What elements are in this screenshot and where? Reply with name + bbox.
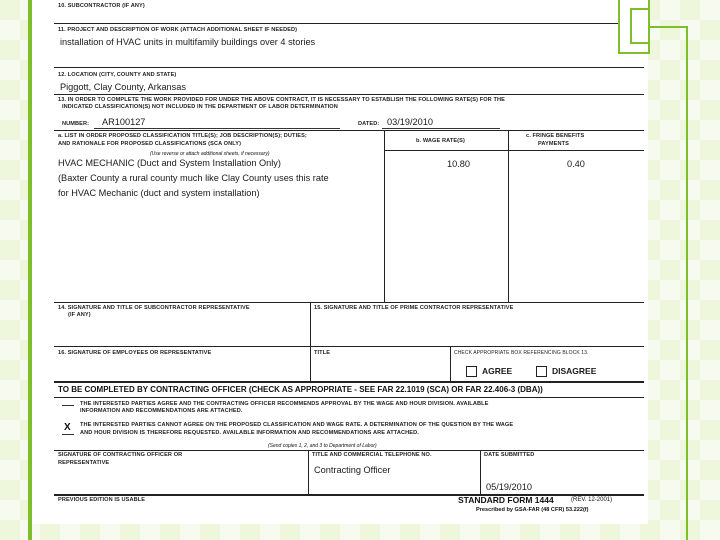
subcontractor-signature-label-line2: (IF ANY) [68, 312, 91, 318]
copies-note: (Send copies 1, 2, and 3 to Department of Labor) [268, 443, 377, 449]
column-divider [480, 450, 481, 494]
option2-x-mark[interactable]: X [64, 422, 71, 433]
option2-text-line2: AND HOUR DIVISION IS THEREFORE REQUESTED. AVAILABLE INFORMATION AND RECOMMENDATIONS ARE ATTACHED. [80, 430, 419, 436]
option1-text-line1: THE INTERESTED PARTIES AGREE AND THE CONTRACTING OFFICER RECOMMENDS APPROVAL BY THE WAGE AND HOUR DIVISION. AVAILABLE [80, 401, 489, 407]
dated-underline [382, 128, 500, 129]
col-a-note: (Use reverse or attach additional sheets, if necessary) [150, 151, 270, 157]
column-divider [384, 130, 385, 302]
column-divider [508, 130, 509, 302]
classification-line2: (Baxter County a rural county much like Clay County uses this rate [58, 173, 329, 183]
column-divider [310, 302, 311, 346]
decorative-frame [630, 8, 650, 44]
project-value: installation of HVAC units in multifamily buildings over 4 stories [60, 37, 316, 47]
officer-section-heading: TO BE COMPLETED BY CONTRACTING OFFICER (CHECK AS APPROPRIATE - SEE FAR 22.1019 (SCA) OR FAR 22.406-3 (DBA)) [58, 385, 543, 394]
number-label: NUMBER: [62, 121, 90, 127]
column-divider [308, 450, 309, 494]
agree-checkbox[interactable] [466, 366, 477, 377]
classification-line3: for HVAC Mechanic (duct and system installation) [58, 188, 260, 198]
subcontractor-label: 10. SUBCONTRACTOR (IF ANY) [58, 3, 145, 9]
divider [384, 150, 644, 151]
officer-signature-label-line1: SIGNATURE OF CONTRACTING OFFICER OR [58, 452, 183, 458]
agree-label: AGREE [482, 366, 513, 376]
number-underline [94, 128, 340, 129]
option1-text-line2: INFORMATION AND RECOMMENDATIONS ARE ATTACHED. [80, 408, 243, 414]
dated-value: 03/19/2010 [387, 117, 433, 127]
previous-edition-note: PREVIOUS EDITION IS USABLE [58, 497, 146, 503]
disagree-label: DISAGREE [552, 366, 597, 376]
col-c-header-line1: c. FRINGE BENEFITS [526, 133, 585, 139]
rates-label-line1: 13. IN ORDER TO COMPLETE THE WORK PROVIDED FOR UNDER THE ABOVE CONTRACT, IT IS NECESSARY TO ESTABLISH THE FOLLOWING RATE(S) FOR THE [58, 97, 505, 103]
divider [54, 67, 644, 68]
decorative-line [646, 26, 688, 28]
divider [54, 23, 644, 24]
divider [54, 346, 644, 347]
rates-label-line2: INDICATED CLASSIFICATION(S) NOT INCLUDED IN THE DEPARTMENT OF LABOR DETERMINATION [62, 104, 338, 110]
option1-blank[interactable] [62, 405, 74, 406]
option2-blank [62, 434, 74, 435]
divider [54, 494, 644, 496]
prescribed-by: Prescribed by GSA-FAR (48 CFR) 53.222(f) [476, 507, 589, 513]
col-b-header: b. WAGE RATE(S) [416, 138, 465, 144]
location-value: Piggott, Clay County, Arkansas [60, 82, 186, 92]
officer-title-label: TITLE AND COMMERCIAL TELEPHONE NO. [312, 452, 432, 458]
wage-rate-value: 10.80 [447, 159, 470, 169]
fringe-value: 0.40 [567, 159, 585, 169]
disagree-checkbox[interactable] [536, 366, 547, 377]
standard-form-1444 [32, 0, 648, 524]
column-divider [310, 346, 311, 382]
option2-text-line1: THE INTERESTED PARTIES CANNOT AGREE ON THE PROPOSED CLASSIFICATION AND WAGE RATE. A DETERMINATION OF THE QUESTION BY THE WAGE [80, 422, 514, 428]
divider [54, 381, 644, 383]
form-revision: (REV. 12-2001) [571, 497, 613, 503]
col-c-header-line2: PAYMENTS [538, 141, 569, 147]
date-submitted-value: 05/19/2010 [486, 482, 532, 492]
employee-signature-label: 16. SIGNATURE OF EMPLOYEES OR REPRESENTATIVE [58, 350, 212, 356]
divider [54, 94, 644, 95]
divider [54, 397, 644, 398]
divider [54, 450, 644, 451]
project-label: 11. PROJECT AND DESCRIPTION OF WORK (ATTACH ADDITIONAL SHEET IF NEEDED) [58, 27, 298, 33]
divider [54, 302, 644, 303]
subcontractor-signature-label: 14. SIGNATURE AND TITLE OF SUBCONTRACTOR REPRESENTATIVE [58, 305, 250, 311]
col-a-header-line1: a. LIST IN ORDER PROPOSED CLASSIFICATION TITLE(S); JOB DESCRIPTION(S); DUTIES; [58, 133, 307, 139]
prime-contractor-signature-label: 15. SIGNATURE AND TITLE OF PRIME CONTRACTOR REPRESENTATIVE [314, 305, 514, 311]
standard-form-label: STANDARD FORM 1444 [458, 495, 554, 505]
number-value: AR100127 [102, 117, 146, 127]
dated-label: DATED: [358, 121, 380, 127]
decorative-line [686, 26, 688, 540]
divider [54, 130, 644, 131]
check-box-label: CHECK APPROPRIATE BOX REFERENCING BLOCK 13. [454, 350, 589, 356]
officer-signature-label-line2: REPRESENTATIVE [58, 460, 110, 466]
date-submitted-label: DATE SUBMITTED [484, 452, 535, 458]
col-a-header-line2: AND RATIONALE FOR PROPOSED CLASSIFICATIONS (SCA ONLY) [58, 141, 242, 147]
classification-line1: HVAC MECHANIC (Duct and System Installation Only) [58, 158, 281, 168]
column-divider [450, 346, 451, 382]
title-label: TITLE [314, 350, 331, 356]
officer-title-value: Contracting Officer [314, 465, 391, 475]
location-label: 12. LOCATION (CITY, COUNTY AND STATE) [58, 72, 177, 78]
